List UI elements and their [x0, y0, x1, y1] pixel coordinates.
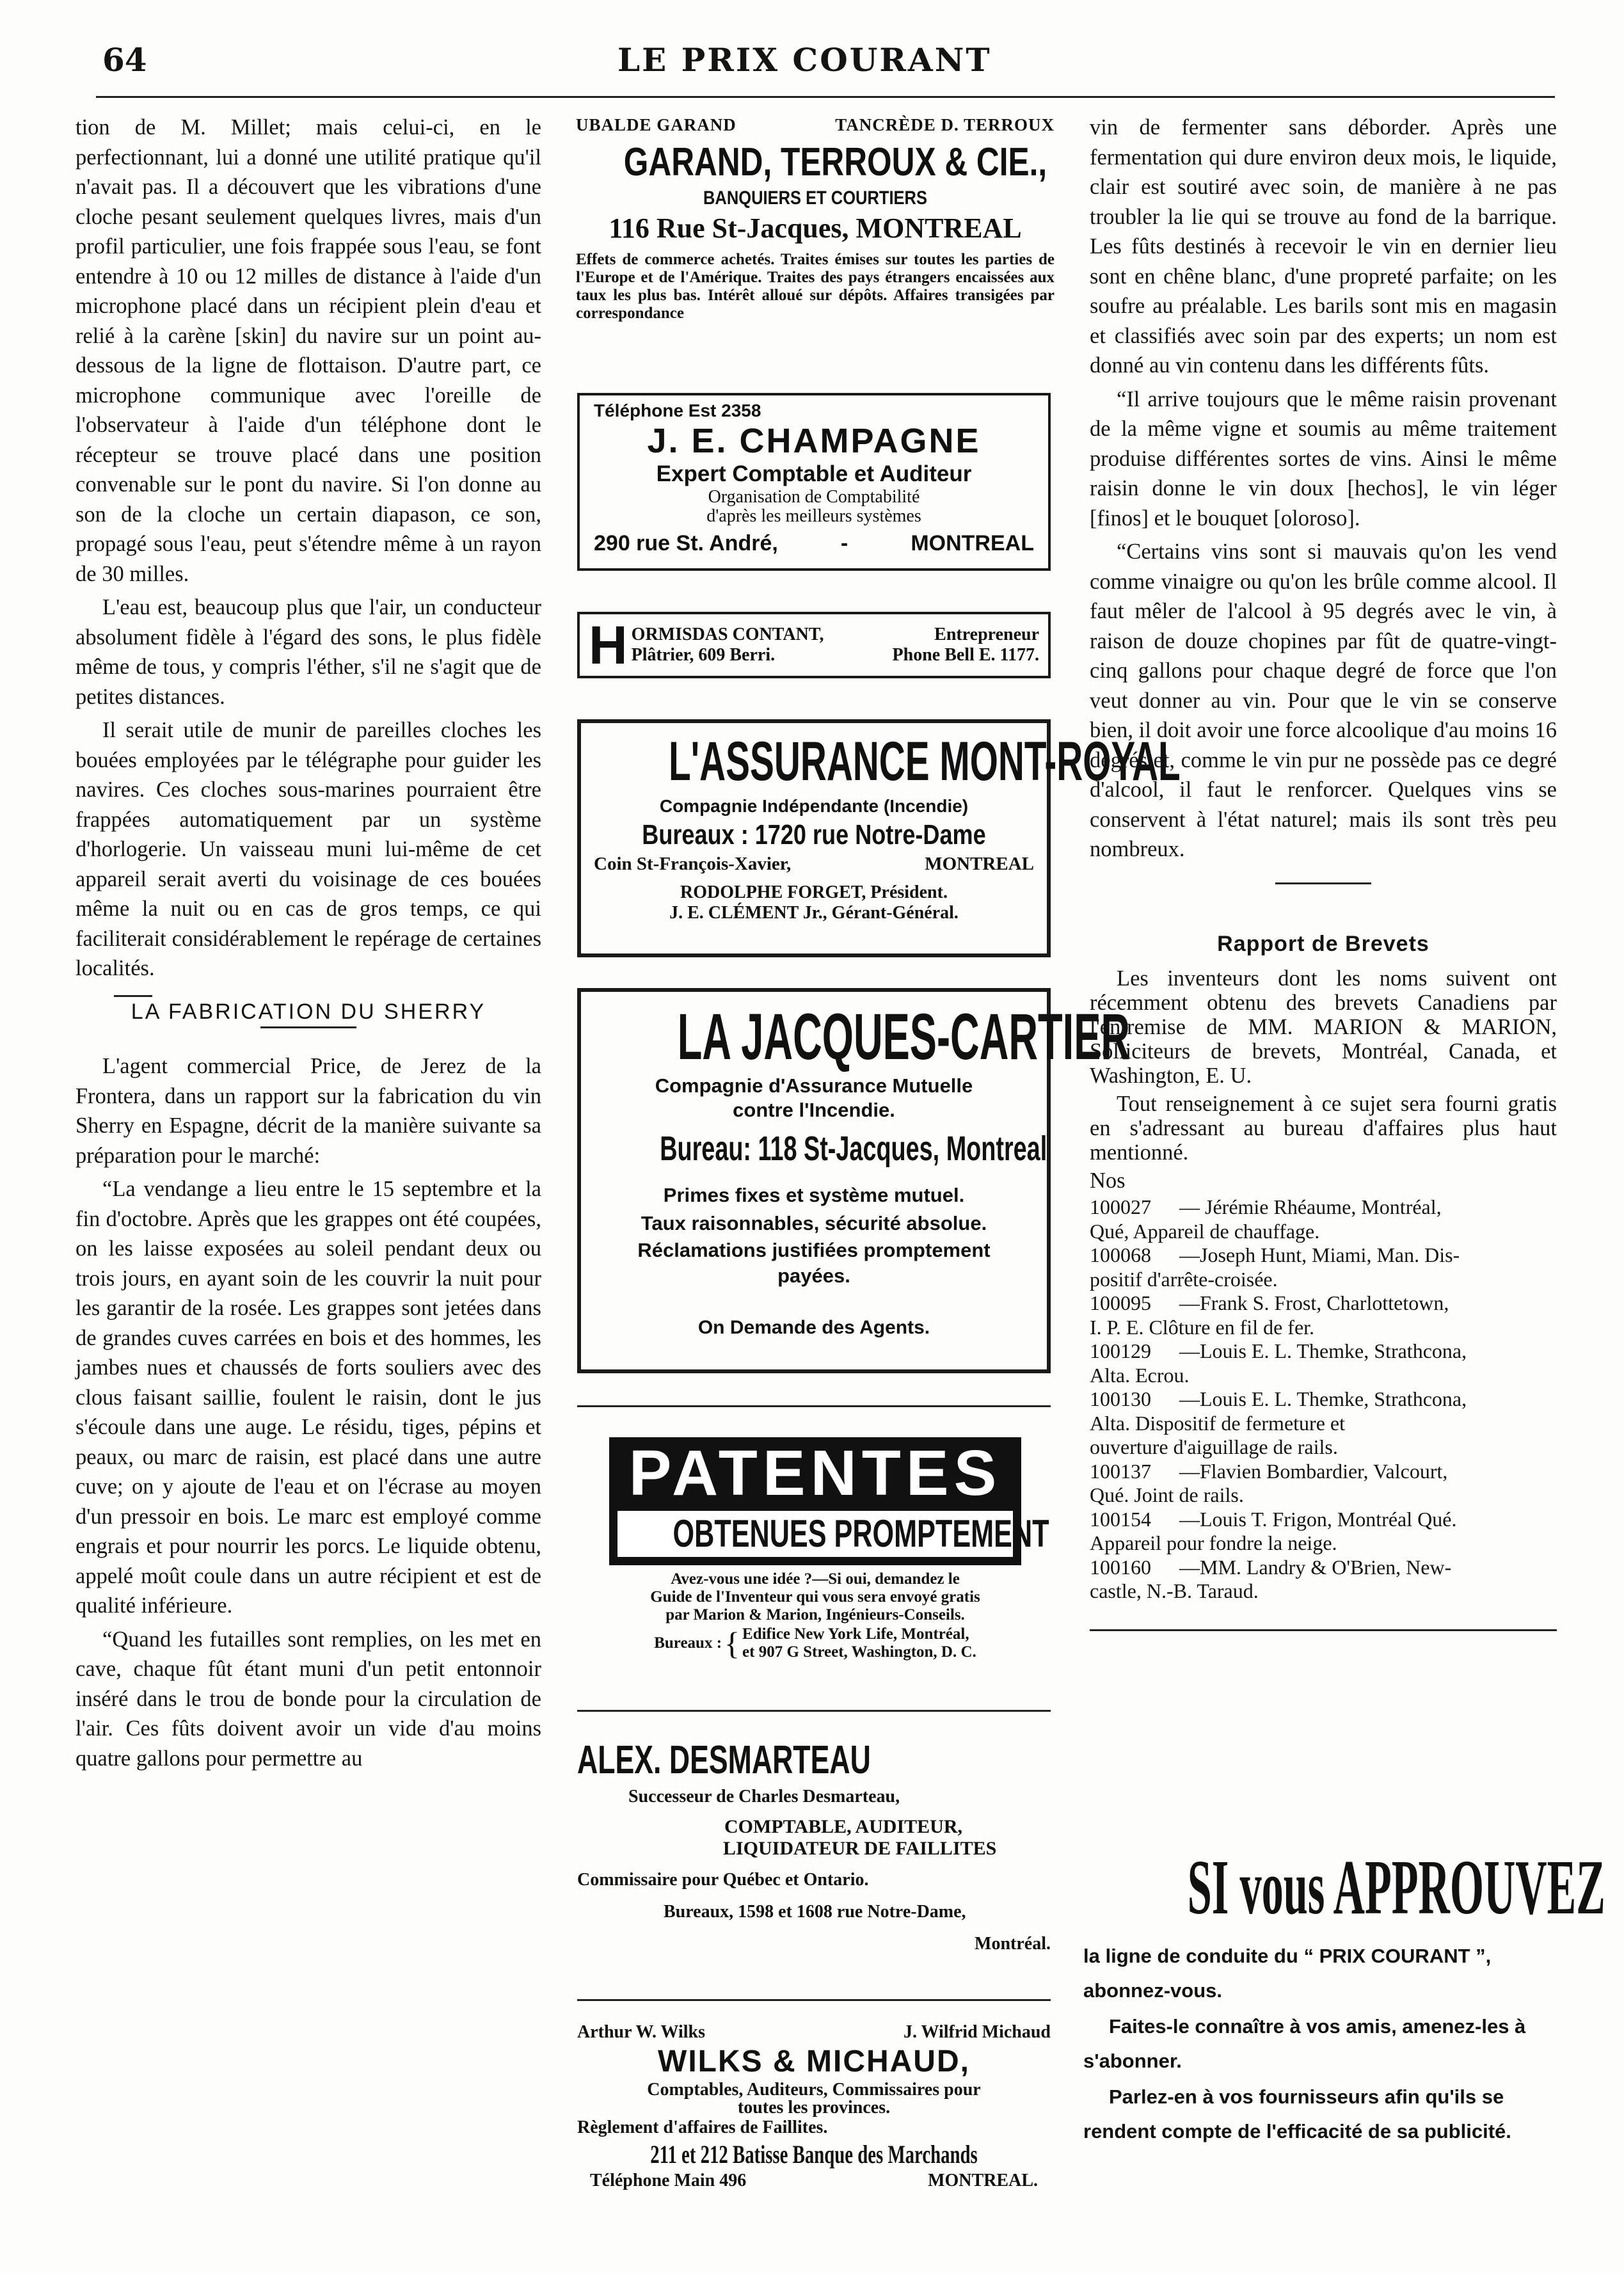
ad-mont-royal-gerant: J. E. CLÉMENT Jr., Gérant-Général.	[669, 903, 959, 923]
ad-jacques-title: LA JACQUES-CARTIER	[677, 1000, 1131, 1073]
patent-number: 100068	[1090, 1243, 1151, 1266]
ad-mont-royal-title: L'ASSURANCE MONT-ROYAL	[668, 731, 1181, 792]
ad-wilks-l3: Règlement d'affaires de Faillites.	[577, 2117, 828, 2137]
ad-garand-address: 116 Rue St-Jacques, MONTREAL	[609, 212, 1022, 244]
section-title-sherry: LA FABRICATION DU SHERRY	[131, 999, 486, 1024]
ad-desmarteau-title: ALEX. DESMARTEAU	[577, 1738, 871, 1782]
ad-contant-trade: Entrepreneur	[934, 625, 1039, 644]
article-paragraph: “Certains vins sont si mauvais qu'on les vend comme vinaigre ou qu'on les brûle comme alcool. Il faut mêler de l'alcool à 95 degrés avec le vin, à raison de douze chopines par fût de quatre-vingt-cinq gallons pour chaque degré de force que l'on veut donner au vin. Pour que le vin se conserve bien, il doit avoir une force alcoolique d'au moins 16 degrés et, comme le vin pur ne possède pas ce degré d'alcool, il faut le renforcer. Quelques vins se conservent à l'état naturel; mais ils sont très peu nombreux.	[1090, 539, 1557, 861]
ad-champagne-address: 290 rue St. André,	[594, 531, 778, 555]
ad-jacques-agents: On Demande des Agents.	[697, 1317, 930, 1338]
ad-champagne-role: Expert Comptable et Auditeur	[656, 461, 972, 486]
patent-entry: 100160 —MM. Landry & O'Brien, New- castle, N.-B. Taraud.	[1090, 1555, 1452, 1602]
section-rule	[260, 1026, 356, 1028]
brevets-nos-label: Nos	[1090, 1168, 1126, 1193]
patent-number: 100129	[1090, 1339, 1151, 1362]
patent-number: 100137	[1090, 1459, 1151, 1483]
ad-garand-title: GARAND, TERROUX & CIE.,	[623, 140, 1047, 184]
approuvez-line-3: Parlez-en à vos fournisseurs afin qu'ils se rendent compte de l'efficacité de sa publicité.	[1083, 2086, 1511, 2142]
section-rule	[1090, 1629, 1557, 1631]
ad-champagne-name: J. E. CHAMPAGNE	[647, 422, 981, 460]
ad-garand-terroux	[576, 115, 1055, 365]
ad-jacques-bureau: Bureau: 118 St-Jacques, Montreal	[660, 1129, 1047, 1168]
ad-wilks-michaud	[577, 2022, 1051, 2208]
patent-number: 100130	[1090, 1387, 1151, 1410]
ad-patentes-banner	[609, 1437, 1049, 1565]
column-left	[76, 113, 541, 1773]
page-header	[102, 41, 1555, 86]
ad-separator	[577, 1405, 1051, 1407]
approuvez-line-1: la ligne de conduite du “ PRIX COURANT ”, abonnez-vous.	[1083, 1945, 1492, 2002]
ad-jacques-sub1: Compagnie d'Assurance Mutuelle	[655, 1074, 973, 1097]
ad-desmarteau-bureaux: Bureaux, 1598 et 1608 rue Notre-Dame,	[664, 1902, 966, 1922]
patent-number: 100095	[1090, 1291, 1151, 1314]
ad-champagne-dash: -	[840, 531, 848, 555]
ad-champagne-org2: d'après les meilleurs systèmes	[706, 506, 921, 526]
brevets-intro-2: Tout renseignement à ce sujet sera fourni gratis en s'adressant au bureau d'affaires plus haut mentionné.	[1090, 1092, 1557, 1165]
ad-garand-subtitle: BANQUIERS ET COURTIERS	[703, 187, 927, 209]
ad-desmarteau-succ: Successeur de Charles Desmarteau,	[628, 1787, 900, 1806]
ad-garand-text: Effets de commerce achetés. Traites émises sur toutes les parties de l'Europe et de l'Amérique. Traites des pays étrangers encaissées aux taux les plus bas. Intérêt alloué sur dépôts. Affaires transigées par correspondance	[576, 251, 1055, 322]
patent-number: 100154	[1090, 1507, 1151, 1531]
patent-entry: 100137 —Flavien Bombardier, Valcourt, Qué. Joint de rails.	[1090, 1459, 1448, 1506]
ad-desmarteau-city: Montréal.	[975, 1934, 1051, 1954]
ad-mont-royal-subtitle: Compagnie Indépendante (Incendie)	[659, 796, 969, 816]
ad-champagne	[577, 393, 1051, 571]
ad-jacques-f2: Taux raisonnables, sécurité absolue.	[641, 1212, 987, 1234]
column-right	[1090, 113, 1557, 1631]
ad-contant-address: Plâtrier, 609 Berri.	[631, 645, 776, 665]
article-paragraph: “La vendange a lieu entre le 15 septembre et la fin d'octobre. Après que les grappes ont été coupées, on les laisse exposées au soleil pendant deux ou trois jours, en ayant soin de les couvrir la nuit pour les garantir de la rosée. Les grappes sont jetées dans de grandes cuves carrées en bois et des hommes, les jambes nues et chaussés de forts souliers avec des clous faisant saillie, foulent le raisin, dont le jus s'écoule dans une auge. Le résidu, tiges, pépins et peaux, ou marc de raisin, est placé dans une autre cuve; on y ajoute de l'eau et on l'écrase au moyen d'un pressoir en bois. Le marc est employé comme engrais et pour nourrir les porcs. Le liquide obtenu, appelé moût coule dans un autre récipient et est de qualité inférieure.	[76, 1177, 541, 1618]
patent-entry: 100154 —Louis T. Frigon, Montréal Qué. Appareil pour fondre la neige.	[1090, 1507, 1457, 1554]
article-paragraph: L'agent commercial Price, de Jerez de la Frontera, dans un rapport sur la fabrication du vin Sherry en Espagne, décrit de la manière suivante sa préparation pour le marché:	[76, 1054, 541, 1168]
ad-wilks-l1: Comptables, Auditeurs, Commissaires pour	[647, 2080, 981, 2100]
running-title: LE PRIX COURANT	[617, 41, 992, 79]
article-paragraph: “Quand les futailles sont remplies, on les met en cave, chaque fût étant muni d'un petit entonnoir inséré dans le trou de bonde pour la circulation de l'air. Ces fûts doivent avoir un vide d'au moins quatre gallons pour permettre au	[76, 1627, 541, 1771]
ad-patentes-bureaux: Bureaux :	[654, 1634, 722, 1652]
ad-jacques-f3: Réclamations justifiées promptement	[637, 1239, 991, 1261]
brevets-intro: Les inventeurs dont les noms suivent ont récemment obtenu des brevets Canadiens par l'entremise de MM. MARION & MARION, Solliciteurs de brevets, Montréal, Canada, et Washington, E. U.	[1090, 966, 1557, 1088]
ad-wilks-partner-left: Arthur W. Wilks	[577, 2022, 705, 2042]
ad-desmarteau-comm: Commissaire pour Québec et Ontario.	[577, 1870, 869, 1890]
ad-wilks-city: MONTREAL.	[928, 2171, 1038, 2190]
article-paragraph: L'eau est, beaucoup plus que l'air, un conducteur absolument fidèle à l'égard des sons, le plus fidèle même de tous, y compris l'éther, s'il ne s'agit que de petites distances.	[76, 595, 541, 709]
page-number: 64	[102, 41, 147, 79]
ad-separator	[577, 1999, 1051, 2001]
ad-mont-royal	[577, 719, 1181, 957]
ad-wilks-l2: toutes les provinces.	[737, 2098, 891, 2117]
ad-wilks-phone: Téléphone Main 496	[590, 2171, 747, 2190]
ad-patentes-l1: Avez-vous une idée ?—Si oui, demandez le	[671, 1570, 960, 1588]
brace-icon: {	[724, 1625, 740, 1661]
article-paragraph: tion de M. Millet; mais celui-ci, en le perfectionnant, lui a donné une utilité pratique qu'il n'avait pas. Il a découvert que les vibrations d'une cloche pesant seulement quelques livres, mais d'un profil particulier, une fois frappée sous l'eau, se font entendre à 10 ou 12 milles de distance à l'aide d'un microphone placé dans un récipient plein d'eau et relié à la carène [skin] du navire sur un point au-dessous de la ligne de flottaison. D'autre part, ce microphone communique avec l'oreille de l'observateur à l'aide d'un téléphone dont le récepteur se trouve placé dans une position convenable sur le pont du navire. Si l'on donne au son de la cloche un certain diapason, ce son, propagé sous l'eau, peut s'étendre même à un rayon de 30 milles.	[76, 115, 541, 586]
ad-champagne-org1: Organisation de Comptabilité	[708, 487, 920, 507]
section-title-brevets: Rapport de Brevets	[1217, 931, 1429, 956]
ad-contant-name: ORMISDAS CONTANT,	[631, 625, 824, 644]
ad-patentes-subtitle: OBTENUES PROMPTEMENT	[673, 1512, 1049, 1555]
patent-entry: 100129 —Louis E. L. Themke, Strathcona, Alta. Ecrou.	[1090, 1339, 1467, 1387]
ad-desmarteau-role1: COMPTABLE, AUDITEUR,	[724, 1816, 962, 1837]
ad-jacques-f1: Primes fixes et système mutuel.	[663, 1184, 965, 1206]
section-rule	[1275, 882, 1371, 884]
ad-patentes-addr2: et 907 G Street, Washington, D. C.	[742, 1643, 976, 1661]
ad-mont-royal-bureaux: Bureaux : 1720 rue Notre-Dame	[642, 819, 986, 850]
ad-wilks-title: WILKS & MICHAUD,	[658, 2045, 970, 2078]
ad-mont-royal-president: RODOLPHE FORGET, Président.	[680, 882, 948, 902]
ad-desmarteau-role2: LIQUIDATEUR DE FAILLITES	[723, 1838, 997, 1859]
ad-patentes	[609, 1437, 1049, 1680]
approuvez-title: SI vous APPROUVEZ	[1187, 1844, 1605, 1931]
article-paragraph: “Il arrive toujours que le même raisin provenant de la même vigne et soumis au même traitement produise différentes sortes de vins. Ainsi le même raisin donne le vin doux [hechos], le vin léger [finos] et le bouquet [oloroso].	[1090, 387, 1557, 530]
ad-champagne-phone: Téléphone Est 2358	[594, 401, 761, 420]
article-paragraph: Il serait utile de munir de pareilles cloches les bouées employées par le télégraphe pour guider les navires. Ces cloches sous-marines pourraient être frappées automatiquement par un système d'horlogerie. Un vaisseau muni lui-même de cet appareil serait averti du voisinage de ces bouées même la nuit ou en cas de gros temps, ce qui faciliterait considérablement le repérage de certaines localités.	[76, 718, 541, 980]
ad-patentes-title: PATENTES	[628, 1437, 1002, 1509]
ad-contant-initial: H	[589, 615, 628, 675]
patent-number: 100027	[1090, 1195, 1151, 1218]
patent-entry: 100130 —Louis E. L. Themke, Strathcona, Alta. Dispositif de fermeture et ouverture d'aiguillage de rails.	[1090, 1387, 1467, 1458]
ad-jacques-f4: payées.	[777, 1264, 850, 1287]
approuvez-line-2: Faites-le connaître à vos amis, amenez-les à s'abonner.	[1083, 2015, 1526, 2072]
ad-garand-partner-right: TANCRÈDE D. TERROUX	[835, 115, 1055, 134]
ad-garand-partner-left: UBALDE GARAND	[576, 115, 736, 134]
header-rule	[96, 96, 1555, 98]
ad-jacques-sub2: contre l'Incendie.	[733, 1099, 895, 1121]
ad-wilks-l4: 211 et 212 Batisse Banque des Marchands	[650, 2140, 978, 2169]
ad-champagne-city: MONTREAL	[911, 531, 1034, 555]
patent-entry: 100095 —Frank S. Frost, Charlottetown, I. P. E. Clôture en fil de fer.	[1090, 1291, 1449, 1339]
article-paragraph: vin de fermenter sans déborder. Après une fermentation qui dure environ deux mois, le liquide, clair est soutiré avec soin, de manière à ne pas troubler la lie qui se trouve au fond de la barrique. Les fûts destinés à recevoir le vin en dernier lieu sont en chêne blanc, d'une propreté parfaite; on les soufre au préalable. Les barils sont mis en magasin et classifiés avec soin par des experts; un nom est donné au vin contenu dans les différents fûts.	[1090, 115, 1557, 378]
patent-list	[1090, 1195, 1557, 1604]
ad-patentes-l2: Guide de l'Inventeur qui vous sera envoyé gratis	[650, 1588, 980, 1606]
patent-entry: 100027 — Jérémie Rhéaume, Montréal, Qué, Appareil de chauffage.	[1090, 1195, 1442, 1243]
patent-number: 100160	[1090, 1555, 1151, 1579]
ad-separator	[577, 1710, 1051, 1712]
patent-entry: 100068 —Joseph Hunt, Miami, Man. Dis- positif d'arrête-croisée.	[1090, 1243, 1460, 1291]
ad-wilks-partner-right: J. Wilfrid Michaud	[903, 2022, 1051, 2042]
ad-patentes-l3: par Marion & Marion, Ingénieurs-Conseils.	[665, 1606, 965, 1623]
ad-contant-phone: Phone Bell E. 1177.	[892, 645, 1039, 665]
ad-patentes-addr1: Edifice New York Life, Montréal,	[742, 1625, 969, 1643]
ad-mont-royal-corner: Coin St-François-Xavier,	[594, 854, 792, 874]
ad-mont-royal-city: MONTREAL	[925, 854, 1034, 874]
ad-desmarteau	[577, 1738, 1051, 1968]
ad-contant	[577, 612, 1051, 678]
ad-si-vous-approuvez	[1083, 1843, 1605, 2227]
